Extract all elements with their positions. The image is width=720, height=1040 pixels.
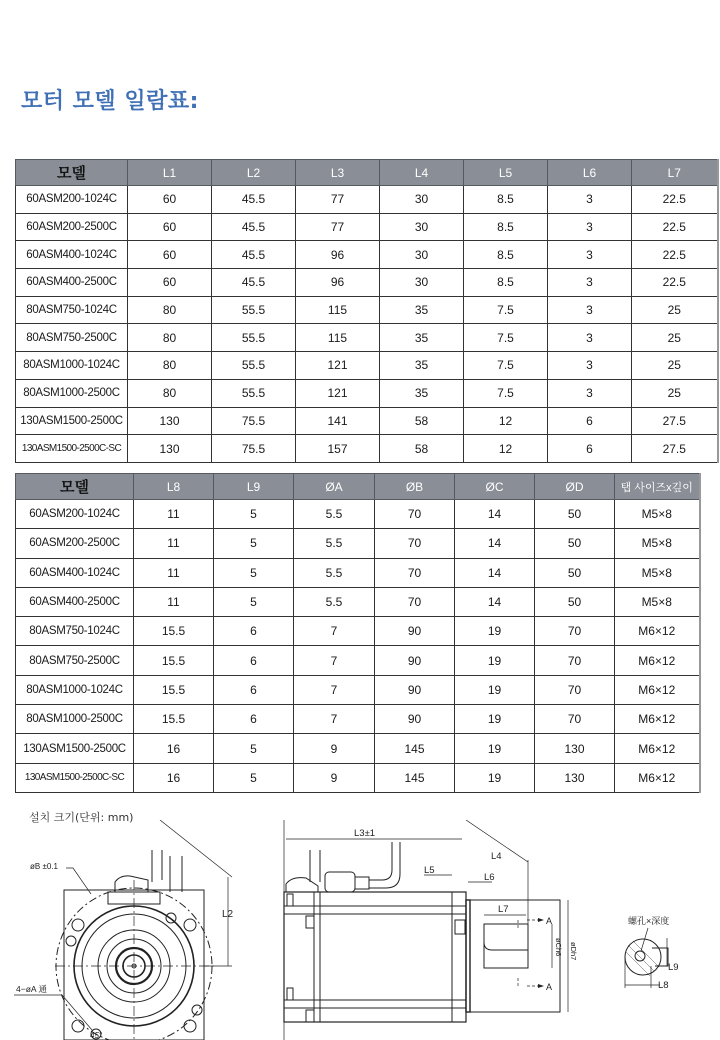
table-row (16, 558, 700, 587)
value-cell: 15.5 (134, 705, 214, 734)
value-cell: M6×12 (615, 705, 700, 734)
value-cell: 5.5 (294, 558, 375, 587)
column-header: ØD (535, 474, 615, 500)
value-cell: 130 (535, 734, 615, 763)
value-cell: 70 (375, 500, 455, 529)
tap-detail-view (625, 915, 679, 991)
value-cell: 70 (535, 617, 615, 646)
value-cell: 90 (375, 675, 455, 704)
value-cell: 14 (455, 500, 535, 529)
model-cell: 130ASM1500-2500C-SC (16, 763, 134, 792)
value-cell: 16 (134, 763, 214, 792)
cable (152, 850, 182, 892)
value-cell: 30 (380, 186, 464, 214)
model-cell: 80ASM1000-1024C (16, 675, 134, 704)
table-row (16, 186, 718, 214)
table-row (16, 379, 718, 407)
column-header: ØB (375, 474, 455, 500)
value-cell: 19 (455, 734, 535, 763)
value-cell: 70 (535, 705, 615, 734)
table-row (16, 529, 700, 558)
value-cell: 15.5 (134, 617, 214, 646)
value-cell: 121 (296, 379, 380, 407)
value-cell: 7.5 (464, 379, 548, 407)
value-cell: 5 (214, 529, 294, 558)
ob-label: øB ±0.1 (30, 862, 58, 871)
value-cell: 25 (632, 324, 718, 352)
value-cell: 45.5 (212, 186, 296, 214)
value-cell: 7.5 (464, 296, 548, 324)
value-cell: 3 (548, 379, 632, 407)
model-cell: 60ASM200-1024C (16, 500, 134, 529)
value-cell: 12 (464, 435, 548, 463)
value-cell: 5 (214, 587, 294, 616)
column-header: L5 (464, 160, 548, 186)
value-cell: 7.5 (464, 324, 548, 352)
value-cell: 25 (632, 352, 718, 380)
rear-screw (287, 988, 293, 1000)
value-cell: M5×8 (615, 500, 700, 529)
holes-leader (14, 995, 92, 1030)
value-cell: 5.5 (294, 529, 375, 558)
value-cell: 3 (548, 296, 632, 324)
value-cell: 22.5 (632, 213, 718, 241)
value-cell: 3 (548, 324, 632, 352)
table-row (16, 296, 718, 324)
column-header: ØC (455, 474, 535, 500)
value-cell: 8.5 (464, 213, 548, 241)
section-a-label-top: A (546, 916, 553, 926)
model-cell: 130ASM1500-2500C (16, 407, 128, 435)
value-cell: 50 (535, 558, 615, 587)
value-cell: 130 (128, 435, 212, 463)
model-cell: 60ASM200-2500C (16, 529, 134, 558)
value-cell: M6×12 (615, 734, 700, 763)
value-cell: 70 (375, 529, 455, 558)
value-cell: 7.5 (464, 352, 548, 380)
shaft-profile (484, 924, 528, 968)
model-cell: 130ASM1500-2500C (16, 734, 134, 763)
value-cell: 6 (548, 435, 632, 463)
table-row (16, 352, 718, 380)
l9-label: L9 (668, 962, 679, 973)
value-cell: 141 (296, 407, 380, 435)
table-row (16, 705, 700, 734)
column-header: L4 (380, 160, 464, 186)
value-cell: 6 (548, 407, 632, 435)
value-cell: 9 (294, 763, 375, 792)
rear-screw (306, 916, 314, 928)
value-cell: 58 (380, 435, 464, 463)
value-cell: 35 (380, 296, 464, 324)
side-view (284, 820, 578, 1040)
screw-boss (66, 936, 76, 946)
column-header: 탭 사이즈x깊이 (615, 474, 700, 500)
model-cell: 80ASM750-1024C (16, 617, 134, 646)
value-cell: 45.5 (212, 269, 296, 297)
page-title: 모터 모델 일람표: (21, 89, 199, 114)
model-cell: 80ASM750-2500C (16, 646, 134, 675)
value-cell: 7 (294, 675, 375, 704)
table-row (16, 407, 718, 435)
column-header: L2 (212, 160, 296, 186)
value-cell: 6 (214, 705, 294, 734)
value-cell: 90 (375, 646, 455, 675)
value-cell: 80 (128, 324, 212, 352)
value-cell: 22.5 (632, 186, 718, 214)
value-cell: 5.5 (294, 587, 375, 616)
value-cell: 75.5 (212, 407, 296, 435)
l5-label: L5 (424, 865, 435, 876)
value-cell: 7 (294, 705, 375, 734)
column-header: ØA (294, 474, 375, 500)
table-row (16, 734, 700, 763)
value-cell: 11 (134, 587, 214, 616)
table-row (16, 675, 700, 704)
column-header: L8 (134, 474, 214, 500)
value-cell: 5 (214, 558, 294, 587)
value-cell: 9 (294, 734, 375, 763)
install-size-label: 설치 크기(단위: mm) (29, 811, 134, 824)
value-cell: 5 (214, 763, 294, 792)
screw-boss (192, 1005, 202, 1015)
value-cell: 60 (128, 186, 212, 214)
value-cell: 16 (134, 734, 214, 763)
column-header: L9 (214, 474, 294, 500)
value-cell: 30 (380, 241, 464, 269)
value-cell: 19 (455, 617, 535, 646)
value-cell: 22.5 (632, 241, 718, 269)
power-cable (369, 842, 400, 888)
model-cell: 80ASM750-2500C (16, 324, 128, 352)
value-cell: 3 (548, 241, 632, 269)
value-cell: 8.5 (464, 269, 548, 297)
table-header-row (16, 160, 718, 186)
installation-drawing (0, 820, 720, 1040)
od-label: øDh7 (569, 942, 578, 961)
value-cell: 3 (548, 269, 632, 297)
model-cell: 60ASM400-1024C (16, 241, 128, 269)
value-cell: 3 (548, 186, 632, 214)
value-cell: 8.5 (464, 241, 548, 269)
value-cell: 60 (128, 213, 212, 241)
model-cell: 80ASM1000-2500C (16, 705, 134, 734)
value-cell: 70 (375, 558, 455, 587)
tap-hole (635, 951, 645, 961)
table-row (16, 324, 718, 352)
holes-label: 4−øA 通 (16, 984, 47, 994)
value-cell: 35 (380, 324, 464, 352)
power-connector (325, 872, 355, 892)
value-cell: M6×12 (615, 617, 700, 646)
mount-hole (72, 919, 84, 931)
value-cell: 35 (380, 352, 464, 380)
value-cell: 11 (134, 558, 214, 587)
value-cell: 5 (214, 734, 294, 763)
model-cell: 60ASM400-2500C (16, 269, 128, 297)
table-row (16, 617, 700, 646)
value-cell: 90 (375, 705, 455, 734)
value-cell: 19 (455, 763, 535, 792)
value-cell: 50 (535, 587, 615, 616)
mount-hole (184, 1020, 196, 1032)
value-cell: 96 (296, 241, 380, 269)
table-row (16, 763, 700, 792)
key-slot (484, 942, 528, 950)
table-row (16, 213, 718, 241)
value-cell: 60 (128, 241, 212, 269)
value-cell: 27.5 (632, 435, 718, 463)
value-cell: 80 (128, 379, 212, 407)
mount-hole (184, 919, 196, 931)
column-header-model: 모델 (16, 474, 134, 500)
value-cell: 14 (455, 587, 535, 616)
value-cell: M6×12 (615, 646, 700, 675)
value-cell: 55.5 (212, 324, 296, 352)
value-cell: 3 (548, 352, 632, 380)
value-cell: 75.5 (212, 435, 296, 463)
model-cell: 130ASM1500-2500C-SC (16, 435, 128, 463)
encoder-cable (310, 850, 320, 882)
value-cell: M5×8 (615, 558, 700, 587)
model-cell: 80ASM1000-2500C (16, 379, 128, 407)
value-cell: 50 (535, 500, 615, 529)
mount-hole (72, 1020, 84, 1032)
l3-label: L3±1 (354, 828, 376, 839)
value-cell: 70 (375, 587, 455, 616)
oc-label: øCh6 (554, 938, 563, 957)
section-a-label-bottom: A (546, 982, 553, 992)
value-cell: 14 (455, 558, 535, 587)
value-cell: 14 (455, 529, 535, 558)
value-cell: 7 (294, 617, 375, 646)
motor-body (284, 892, 466, 1022)
value-cell: M5×8 (615, 587, 700, 616)
value-cell: 6 (214, 646, 294, 675)
column-header: L1 (128, 160, 212, 186)
value-cell: 80 (128, 352, 212, 380)
angle-label: 45° (90, 1031, 103, 1040)
l7-label: L7 (498, 904, 509, 915)
table-row (16, 241, 718, 269)
value-cell: 115 (296, 324, 380, 352)
l4-label: L4 (491, 851, 502, 862)
column-header: L3 (296, 160, 380, 186)
flange-screw (455, 920, 465, 934)
value-cell: M6×12 (615, 763, 700, 792)
value-cell: 130 (535, 763, 615, 792)
value-cell: M6×12 (615, 675, 700, 704)
value-cell: 96 (296, 269, 380, 297)
value-cell: 30 (380, 213, 464, 241)
value-cell: 70 (535, 646, 615, 675)
value-cell: 27.5 (632, 407, 718, 435)
value-cell: 6 (214, 675, 294, 704)
value-cell: 58 (380, 407, 464, 435)
value-cell: 8.5 (464, 186, 548, 214)
value-cell: 11 (134, 529, 214, 558)
value-cell: 70 (535, 675, 615, 704)
value-cell: 30 (380, 269, 464, 297)
value-cell: 115 (296, 296, 380, 324)
value-cell: 5 (214, 500, 294, 529)
model-cell: 80ASM750-1024C (16, 296, 128, 324)
table-row (16, 500, 700, 529)
front-view (14, 820, 234, 1040)
value-cell: 145 (375, 763, 455, 792)
value-cell: 45.5 (212, 213, 296, 241)
value-cell: 45.5 (212, 241, 296, 269)
value-cell: 55.5 (212, 296, 296, 324)
value-cell: 25 (632, 379, 718, 407)
value-cell: 77 (296, 213, 380, 241)
model-cell: 60ASM200-2500C (16, 213, 128, 241)
value-cell: 12 (464, 407, 548, 435)
value-cell: 22.5 (632, 269, 718, 297)
table-row (16, 269, 718, 297)
value-cell: 15.5 (134, 675, 214, 704)
value-cell: 15.5 (134, 646, 214, 675)
model-cell: 60ASM200-1024C (16, 186, 128, 214)
value-cell: 145 (375, 734, 455, 763)
dimension-table-2 (15, 473, 701, 793)
value-cell: 130 (128, 407, 212, 435)
value-cell: 7 (294, 646, 375, 675)
encoder-connector (286, 878, 318, 892)
value-cell: 35 (380, 379, 464, 407)
tap-label: 螺孔×深度 (628, 916, 670, 926)
value-cell: 80 (128, 296, 212, 324)
value-cell: 19 (455, 646, 535, 675)
rear-screw (287, 894, 293, 906)
table-row (16, 646, 700, 675)
table-row (16, 587, 700, 616)
flange-face (466, 900, 470, 1012)
model-cell: 80ASM1000-1024C (16, 352, 128, 380)
value-cell: 157 (296, 435, 380, 463)
value-cell: 50 (535, 529, 615, 558)
l2-label: L2 (222, 909, 234, 920)
table-header-row (16, 474, 700, 500)
value-cell: 3 (548, 213, 632, 241)
l6-label: L6 (484, 872, 495, 883)
value-cell: 55.5 (212, 352, 296, 380)
value-cell: M5×8 (615, 529, 700, 558)
value-cell: 60 (128, 269, 212, 297)
value-cell: 77 (296, 186, 380, 214)
value-cell: 19 (455, 705, 535, 734)
column-header: L7 (632, 160, 718, 186)
value-cell: 6 (214, 617, 294, 646)
dimension-table-1 (15, 159, 719, 463)
table-row (16, 435, 718, 463)
value-cell: 90 (375, 617, 455, 646)
column-header: L6 (548, 160, 632, 186)
value-cell: 55.5 (212, 379, 296, 407)
model-cell: 60ASM400-1024C (16, 558, 134, 587)
value-cell: 25 (632, 296, 718, 324)
l8-label: L8 (658, 980, 669, 991)
rear-screw (306, 1010, 314, 1022)
value-cell: 19 (455, 675, 535, 704)
model-cell: 60ASM400-2500C (16, 587, 134, 616)
column-header-model: 모델 (16, 160, 128, 186)
value-cell: 121 (296, 352, 380, 380)
value-cell: 11 (134, 500, 214, 529)
power-connector-nut (355, 877, 369, 889)
value-cell: 5.5 (294, 500, 375, 529)
